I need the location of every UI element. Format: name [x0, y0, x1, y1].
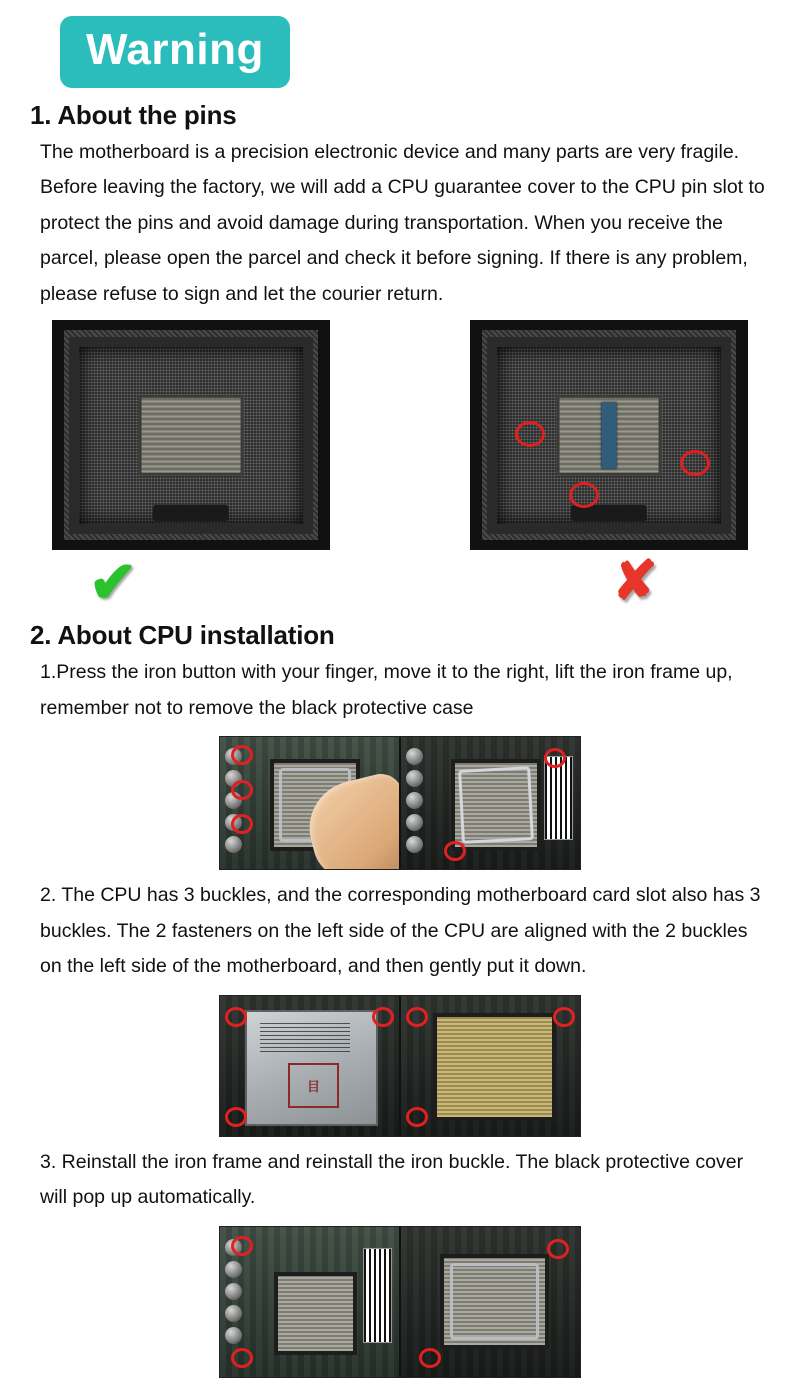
warning-banner: Warning — [60, 16, 290, 88]
installed-cpu-locked — [440, 1254, 548, 1349]
step-2-photo-right — [399, 996, 580, 1136]
retention-lever-open — [458, 766, 534, 844]
step-1-text: 1.Press the iron button with your finger, move it to the right, lift the iron frame up, remember not to remove the black protective case — [40, 661, 733, 719]
highlight-marker-icon — [231, 745, 253, 765]
cpu-socket-open — [451, 759, 541, 851]
cpu-chip — [245, 1010, 378, 1126]
damage-marker-icon — [680, 450, 710, 476]
step-2-photo-left — [220, 996, 399, 1136]
cpu-socket-pins — [433, 1013, 556, 1122]
step-2-photo-pair — [219, 995, 581, 1137]
section-2-heading: 2. About CPU installation — [30, 620, 335, 651]
step-3-text: 3. Reinstall the iron frame and reinstall the iron buckle. The black protective cover will pop up automatically. — [40, 1150, 744, 1209]
step-1-photo-left — [220, 737, 399, 869]
cross-icon: ✘ — [612, 551, 658, 612]
barcode-label — [363, 1248, 392, 1343]
step-2-text: 2. The CPU has 3 buckles, and the corresponding motherboard card slot also has 3 buckles. The 2 fasteners on the left side of the CPU are aligned with the 2 buckles on the left side of the motherboard, and then gently put it down. — [40, 884, 761, 978]
capacitors — [225, 1239, 254, 1365]
highlight-marker-icon — [231, 1236, 253, 1256]
banner-container — [22, 0, 778, 88]
socket-bad-frame — [487, 337, 732, 535]
retention-lever-closed — [450, 1263, 538, 1340]
section-1-heading: 1. About the pins — [30, 100, 237, 130]
buckle-marker-icon — [553, 1007, 575, 1027]
buckle-marker-icon — [372, 1007, 394, 1027]
verdict-bad — [470, 551, 748, 614]
socket-bad-image — [470, 320, 748, 550]
section-1-body: The motherboard is a precision electronic device and many parts are very fragile. Before leaving the factory, we will add a CPU guarantee cover to the CPU pin slot to protect the pins and avoid damage during transportation. When you receive the parcel, please open the parcel and check it before signing. If there is any problem, please refuse to sign and let the courier return. — [40, 141, 765, 305]
capacitors — [406, 748, 435, 859]
cpu-marking-text — [260, 1023, 350, 1052]
step-1-photo-pair — [219, 736, 581, 870]
highlight-marker-icon — [544, 748, 566, 768]
step-3-photo-right — [399, 1227, 580, 1377]
socket-good-frame — [69, 337, 314, 535]
section-1-figure-row — [22, 312, 778, 550]
verdict-good — [52, 550, 330, 616]
damage-marker-icon — [515, 421, 545, 447]
socket-good-image — [52, 320, 330, 550]
highlight-marker-icon — [231, 1348, 253, 1368]
installed-cpu — [274, 1272, 357, 1355]
step-3-photo-left — [220, 1227, 399, 1377]
step-1-photo-right — [399, 737, 580, 869]
cpu-logo: 目 — [288, 1063, 338, 1107]
socket-good-tab — [153, 505, 229, 521]
barcode-label — [544, 756, 573, 840]
step-3-photo-pair — [219, 1226, 581, 1378]
damage-marker-icon — [569, 482, 599, 508]
verdict-row — [22, 550, 778, 616]
highlight-marker-icon — [231, 780, 253, 800]
socket-good-pin-array — [139, 395, 244, 476]
highlight-marker-icon — [419, 1348, 441, 1368]
check-icon: ✔ — [88, 550, 138, 616]
socket-bad-pin-array — [557, 395, 662, 476]
highlight-marker-icon — [547, 1239, 569, 1259]
highlight-marker-icon — [231, 814, 253, 834]
